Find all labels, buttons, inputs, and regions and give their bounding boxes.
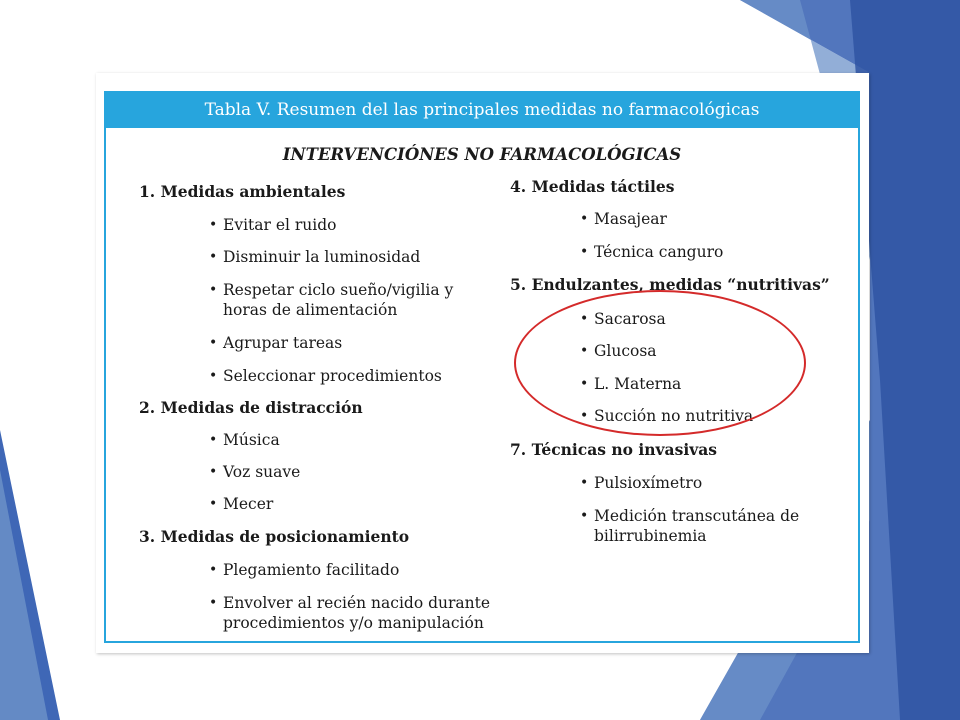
bullet-icon: • <box>209 496 218 512</box>
bullet-icon: • <box>580 244 589 260</box>
table-subtitle: INTERVENCIÓNES NO FARMACOLÓGICAS <box>282 145 682 164</box>
section-title: 4. Medidas táctiles <box>510 177 675 196</box>
list-item: • Pulsioxímetro <box>580 474 703 492</box>
bullet-icon: • <box>580 311 589 327</box>
bullet-icon: • <box>580 211 589 227</box>
list-item: • Envolver al recién nacido durante procedimientos y/o manipulación <box>209 594 491 632</box>
list-item: • Técnica canguro <box>580 243 724 261</box>
bullet-icon: • <box>209 595 218 611</box>
list-item: • Evitar el ruido <box>209 216 337 234</box>
list-item: • L. Materna <box>580 375 682 393</box>
list-item: • Medición transcutánea de bilirrubinemia <box>580 507 800 545</box>
section-title: 1. Medidas ambientales <box>139 182 346 201</box>
list-item: • Mecer <box>209 495 274 513</box>
list-item: • Respetar ciclo sueño/vigilia y horas de alimentación <box>209 281 454 319</box>
list-item: • Succión no nutritiva <box>580 407 754 425</box>
section-title: 7. Técnicas no invasivas <box>510 440 717 459</box>
list-item: • Masajear <box>580 210 667 228</box>
list-item: • Glucosa <box>580 342 657 360</box>
bullet-icon: • <box>209 368 218 384</box>
bullet-icon: • <box>209 217 218 233</box>
bullet-icon: • <box>580 376 589 392</box>
bullet-icon: • <box>209 562 218 578</box>
list-item: • Disminuir la luminosidad <box>209 248 421 266</box>
bullet-icon: • <box>209 282 218 298</box>
table-title: Tabla V. Resumen del las principales medidas no farmacológicas <box>106 93 858 128</box>
bullet-icon: • <box>580 408 589 424</box>
bullet-icon: • <box>209 249 218 265</box>
section-title: 5. Endulzantes, medidas “nutritivas” <box>510 275 830 294</box>
bullet-icon: • <box>580 508 589 524</box>
list-item: • Voz suave <box>209 463 301 481</box>
list-item: • Plegamiento facilitado <box>209 561 400 579</box>
list-item: • Música <box>209 431 280 449</box>
list-item: • Seleccionar procedimientos <box>209 367 442 385</box>
bullet-icon: • <box>209 335 218 351</box>
summary-table <box>104 91 860 643</box>
bullet-icon: • <box>580 475 589 491</box>
list-item: • Agrupar tareas <box>209 334 343 352</box>
bullet-icon: • <box>209 464 218 480</box>
list-item: • Sacarosa <box>580 310 666 328</box>
section-title: 2. Medidas de distracción <box>139 398 363 417</box>
bullet-icon: • <box>580 343 589 359</box>
bullet-icon: • <box>209 432 218 448</box>
section-title: 3. Medidas de posicionamiento <box>139 527 410 546</box>
